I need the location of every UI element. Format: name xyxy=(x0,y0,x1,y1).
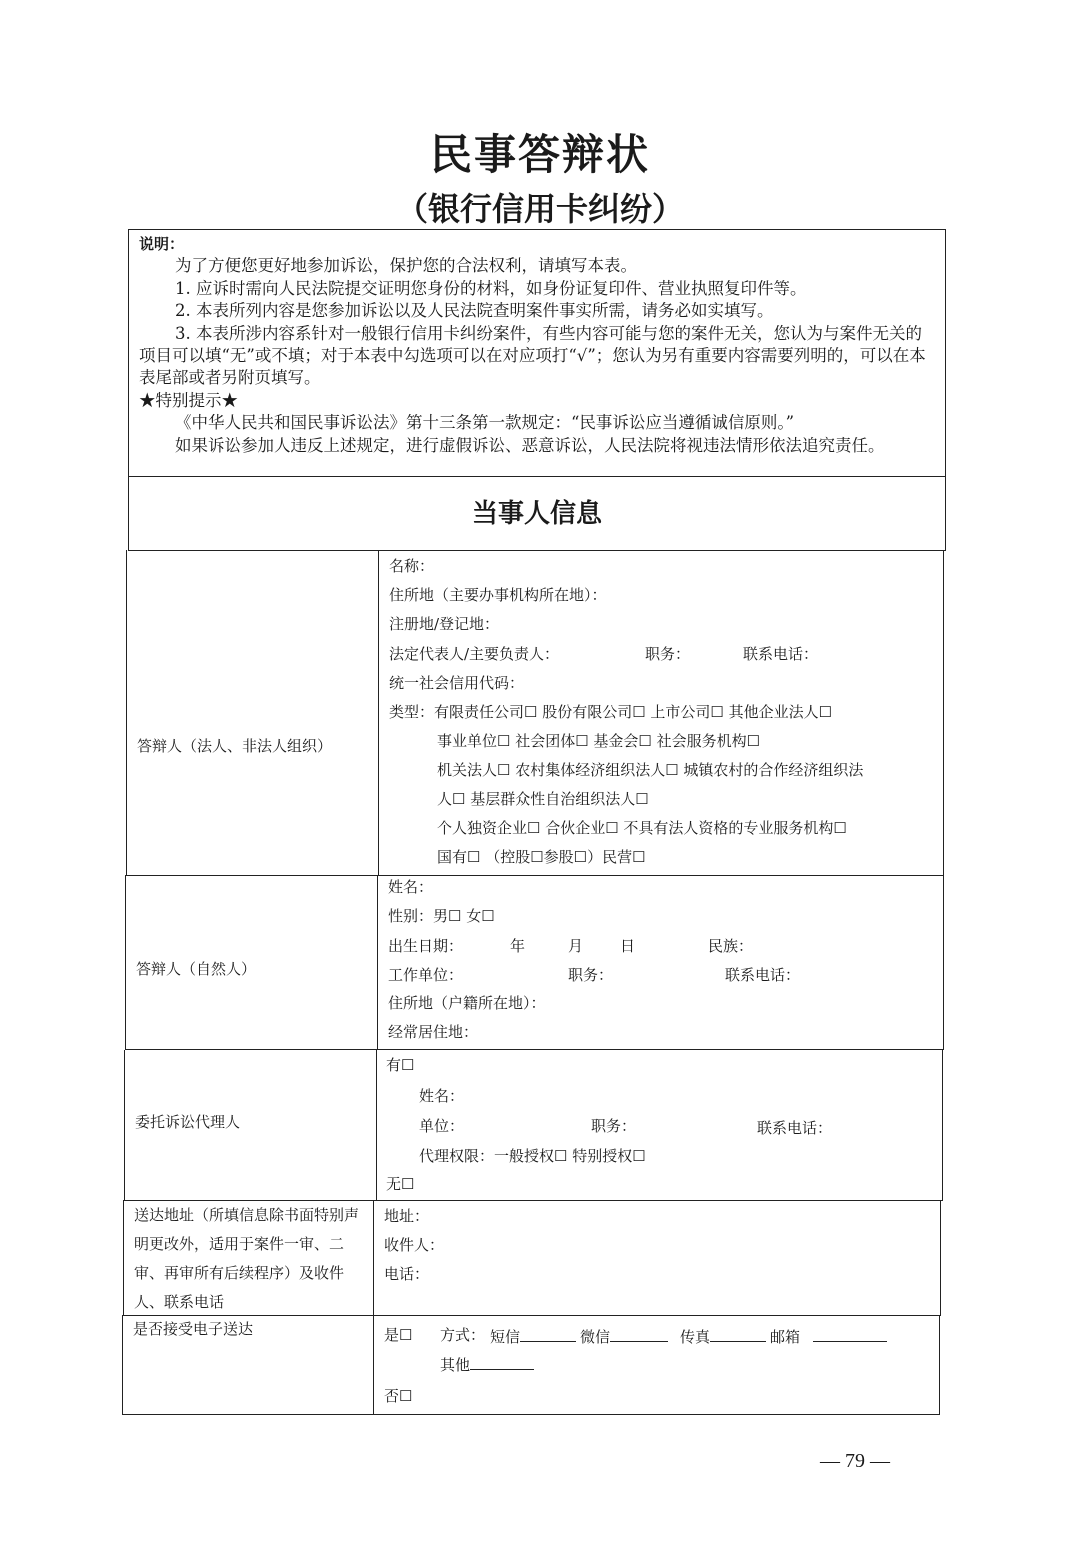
fax-blank[interactable] xyxy=(710,1325,766,1342)
natural-person-fields xyxy=(378,875,943,1049)
agent-fields xyxy=(377,1050,942,1200)
electronic-service-other-field[interactable] xyxy=(440,1353,534,1375)
legal-entity-label: 答辩人（法人、非法人组织） xyxy=(137,737,333,755)
special-notice-1: 《中华人民共和国民事诉讼法》第十三条第一款规定：“民事诉讼应当遵循诚信原则。” xyxy=(175,413,795,433)
agent-no-checkbox[interactable]: 无☐ xyxy=(386,1175,415,1193)
section-title: 当事人信息 xyxy=(128,477,946,551)
natural-person-phone-field[interactable]: 联系电话： xyxy=(725,966,801,984)
legal-entity-position-field[interactable]: 职务： xyxy=(645,645,691,663)
electronic-service-fax-label: 传真 xyxy=(680,1328,711,1346)
natural-person-employer-field[interactable]: 工作单位： xyxy=(388,966,464,984)
agent-unit-field[interactable]: 单位： xyxy=(419,1117,465,1135)
agent-phone-field[interactable]: 联系电话： xyxy=(757,1119,833,1137)
electronic-service-fax-field[interactable] xyxy=(680,1325,766,1347)
legal-entity-type-line-6[interactable]: 国有☐ （控股☐参股☐）民营☐ xyxy=(437,848,646,866)
electronic-service-wechat-label: 微信 xyxy=(580,1328,611,1346)
electronic-service-email-field[interactable] xyxy=(770,1325,887,1347)
legal-entity-row xyxy=(126,550,944,876)
legal-entity-representative-field[interactable]: 法定代表人/主要负责人： xyxy=(389,645,560,663)
natural-person-position-field[interactable]: 职务： xyxy=(568,966,614,984)
natural-person-name-field[interactable]: 姓名： xyxy=(388,878,434,896)
natural-person-birth-day: 日 xyxy=(620,937,636,955)
page-number: — 79 — xyxy=(820,1450,890,1472)
natural-person-domicile-field[interactable]: 住所地（户籍所在地）： xyxy=(388,994,546,1012)
sms-blank[interactable] xyxy=(520,1325,576,1342)
instructions-heading: 说明： xyxy=(139,235,185,253)
legal-entity-registration-field[interactable]: 注册地/登记地： xyxy=(389,615,500,633)
legal-entity-credit-code-field[interactable]: 统一社会信用代码： xyxy=(389,674,525,692)
electronic-service-label-cell xyxy=(123,1315,374,1414)
electronic-service-sms-field[interactable] xyxy=(490,1325,576,1347)
electronic-service-no-checkbox[interactable]: 否☐ xyxy=(384,1387,413,1405)
legal-entity-type-line-3[interactable]: 机关法人☐ 农村集体经济组织法人☐ 城镇农村的合作经济组织法 xyxy=(437,761,864,779)
agent-authority-field[interactable]: 代理权限：一般授权☐ 特别授权☐ xyxy=(419,1147,646,1165)
instructions-item-1: 1. 应诉时需向人民法院提交证明您身份的材料，如身份证复印件、营业执照复印件等。 xyxy=(175,278,807,298)
legal-entity-type-line-1[interactable]: 类型：有限责任公司☐ 股份有限公司☐ 上市公司☐ 其他企业法人☐ xyxy=(389,703,833,721)
legal-entity-domicile-field[interactable]: 住所地（主要办事机构所在地）： xyxy=(389,586,607,604)
instructions-intro: 为了方便您更好地参加诉讼，保护您的合法权利，请填写本表。 xyxy=(175,256,637,276)
electronic-service-row xyxy=(122,1315,940,1415)
natural-person-label: 答辩人（自然人） xyxy=(136,960,257,978)
natural-person-label-cell xyxy=(126,875,378,1049)
instructions-item-2: 2. 本表所列内容是您参加诉讼以及人民法院查明案件事实所需，请务必如实填写。 xyxy=(175,301,774,321)
service-recipient-field[interactable]: 收件人： xyxy=(384,1236,445,1254)
legal-entity-type-line-5[interactable]: 个人独资企业☐ 合伙企业☐ 不具有法人资格的专业服务机构☐ xyxy=(437,819,847,837)
document-title: 民事答辩状 xyxy=(429,130,650,179)
other-blank[interactable] xyxy=(470,1353,534,1370)
electronic-service-other-label: 其他 xyxy=(440,1356,471,1374)
legal-entity-type-line-2[interactable]: 事业单位☐ 社会团体☐ 基金会☐ 社会服务机构☐ xyxy=(437,732,761,750)
service-phone-field[interactable]: 电话： xyxy=(384,1265,430,1283)
legal-entity-name-field[interactable]: 名称： xyxy=(389,557,435,575)
instructions-box xyxy=(128,229,946,477)
natural-person-birth-month: 月 xyxy=(568,937,584,955)
legal-entity-phone-field[interactable]: 联系电话： xyxy=(743,645,819,663)
special-notice-2: 如果诉讼参加人违反上述规定，进行虚假诉讼、恶意诉讼，人民法院将视违法情形依法追究责任。 xyxy=(175,435,885,455)
natural-person-birth-year: 年 xyxy=(510,937,526,955)
agent-label-cell xyxy=(125,1050,377,1200)
legal-entity-label-cell xyxy=(127,550,379,875)
electronic-service-method-label: 方式： xyxy=(440,1326,486,1344)
service-address-field[interactable]: 地址： xyxy=(384,1207,430,1225)
natural-person-birth-label[interactable]: 出生日期： xyxy=(388,937,464,955)
natural-person-row xyxy=(125,875,944,1050)
legal-entity-type-line-4[interactable]: 人☐ 基层群众性自治组织法人☐ xyxy=(437,790,649,808)
electronic-service-yes-checkbox[interactable]: 是☐ xyxy=(384,1326,413,1344)
email-blank[interactable] xyxy=(813,1325,887,1342)
agent-label: 委托诉讼代理人 xyxy=(135,1113,241,1131)
service-address-fields xyxy=(374,1200,940,1315)
electronic-service-email-label: 邮箱 xyxy=(770,1328,801,1346)
document-subtitle: （银行信用卡纠纷） xyxy=(395,190,684,228)
wechat-blank[interactable] xyxy=(610,1325,668,1342)
service-address-label: 送达地址（所填信息除书面特别声明更改外，适用于案件一审、二审、再审所有后续程序）及收件人、联系电话 xyxy=(134,1206,360,1311)
electronic-service-sms-label: 短信 xyxy=(490,1328,521,1346)
electronic-service-fields xyxy=(374,1315,939,1414)
instructions-item-3: 3. 本表所涉内容系针对一般银行信用卡纠纷案件，有些内容可能与您的案件无关，您认为与案件无关的项目可以填“无”或不填；对于本表中勾选项可以在对应项打“√”；您认为另有重要内容需要列明的，可以在本表尾部或者另附页填写。 xyxy=(139,323,926,388)
electronic-service-wechat-field[interactable] xyxy=(580,1325,668,1347)
agent-name-field[interactable]: 姓名： xyxy=(419,1087,465,1105)
natural-person-gender-field[interactable]: 性别：男☐ 女☐ xyxy=(388,907,495,925)
special-notice-heading: ★特别提示★ xyxy=(139,390,238,410)
service-address-row xyxy=(123,1200,941,1316)
agent-position-field[interactable]: 职务： xyxy=(591,1117,637,1135)
natural-person-residence-field[interactable]: 经常居住地： xyxy=(388,1023,479,1041)
agent-row xyxy=(124,1050,943,1201)
agent-yes-checkbox[interactable]: 有☐ xyxy=(386,1056,415,1074)
natural-person-ethnicity-field[interactable]: 民族： xyxy=(708,937,754,955)
electronic-service-label: 是否接受电子送达 xyxy=(133,1320,254,1338)
service-address-label-cell xyxy=(124,1200,374,1315)
legal-entity-fields xyxy=(379,550,943,875)
